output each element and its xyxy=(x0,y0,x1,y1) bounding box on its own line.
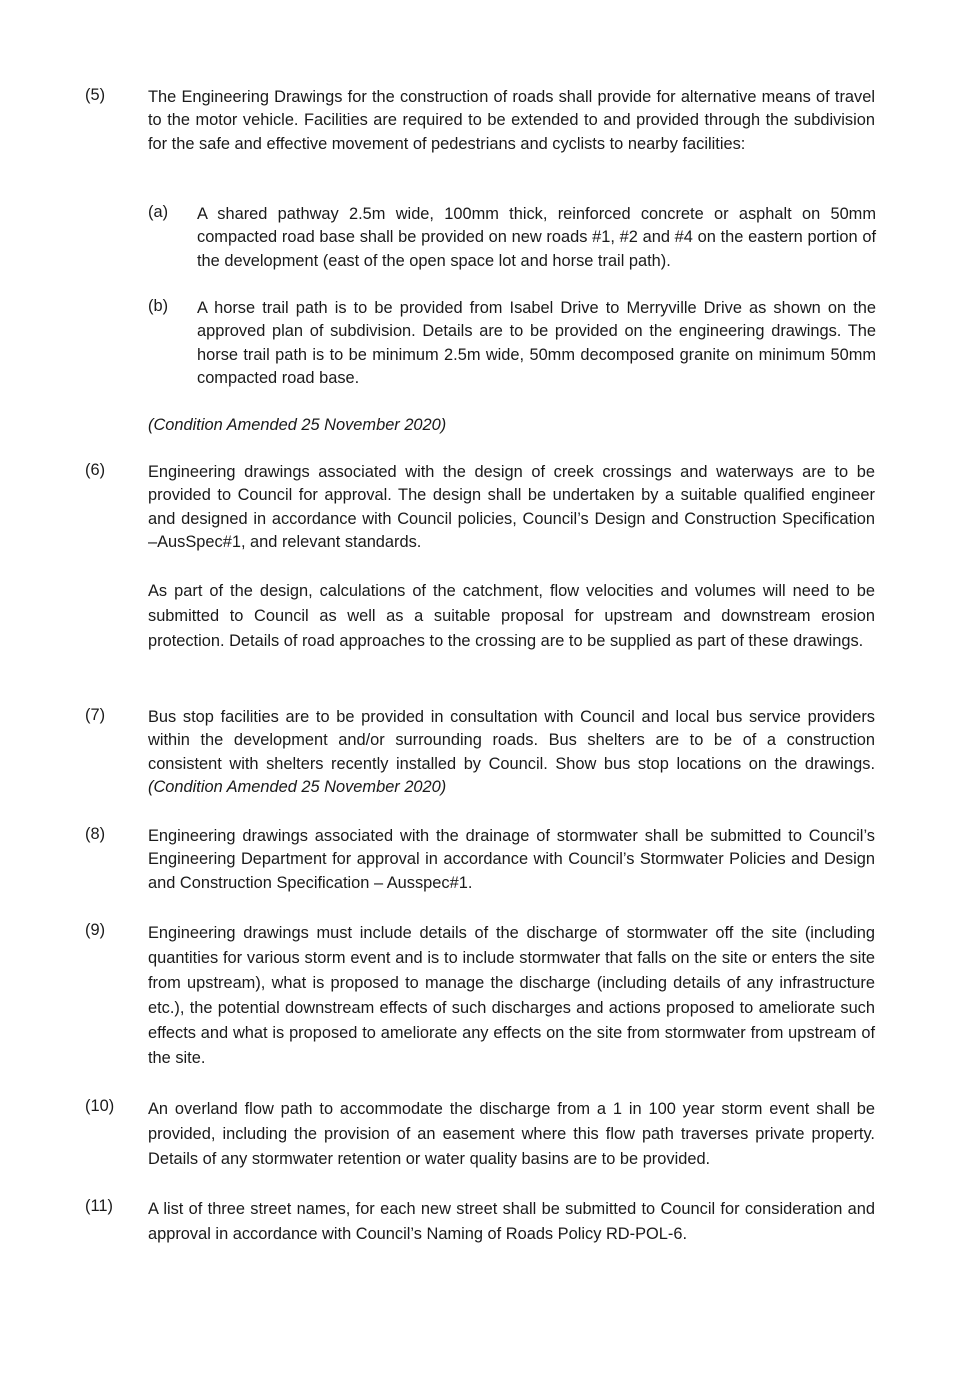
condition-number: (5) xyxy=(85,86,106,104)
amendment-note: (Condition Amended 25 November 2020) xyxy=(148,416,447,434)
condition-10 xyxy=(85,1097,877,1172)
condition-number: (11) xyxy=(85,1197,113,1215)
condition-text: An overland flow path to accommodate the discharge from a 1 in 100 year storm event shall be provided, including the provision of an easement where this flow path traverses private property. Details of any stormwater retention or water quality basins are to be provided. xyxy=(148,1100,875,1168)
subcondition-number: (a) xyxy=(148,203,169,221)
condition-6 xyxy=(85,461,877,555)
amendment-note: (Condition Amended 25 November 2020) xyxy=(148,778,447,797)
condition-number: (7) xyxy=(85,706,106,724)
condition-text: As part of the design, calculations of the catchment, flow velocities and volumes will need to be submitted to Council as well as a suitable proposal for upstream and downstream erosion protection. Details of road approaches to the crossing are to be supplied as part of these drawings. xyxy=(148,582,875,650)
condition-text: A list of three street names, for each new street shall be submitted to Council for consideration and approval in accordance with Council’s Naming of Roads Policy RD-POL-6. xyxy=(148,1200,875,1243)
condition-number: (8) xyxy=(85,825,106,843)
condition-5-note xyxy=(85,414,877,437)
condition-text: Engineering drawings associated with the design of creek crossings and waterways are to be provided to Council for approval. The design shall be undertaken by a suitable qualified engineer and designed in accordance with Council policies, Council’s Design and Construction Specification –AusSpec#1, and relevant standards. xyxy=(148,463,875,552)
condition-text-main: Bus stop facilities are to be provided in consultation with Council and local bus service providers within the development and/or surrounding roads. Bus shelters are to be of a construction consistent with shelters recently installed by Council. Show bus stop locations on the drawings. xyxy=(148,708,875,773)
condition-number: (10) xyxy=(85,1097,115,1115)
condition-9 xyxy=(85,921,877,1071)
subcondition-5a xyxy=(148,203,877,273)
subcondition-text: A horse trail path is to be provided from Isabel Drive to Merryville Drive as shown on the approved plan of subdivision. Details are to be provided on the engineering drawings. The horse trail path is to be minimum 2.5m wide, 50mm decomposed granite on minimum 50mm compacted road base. xyxy=(197,299,876,388)
condition-7 xyxy=(85,706,877,800)
condition-number: (6) xyxy=(85,461,106,479)
condition-text: Engineering drawings must include details of the discharge of stormwater off the site (including quantities for various storm event and is to include stormwater that falls on the site or enters the site from upstream), what is proposed to manage the discharge (including details of any infrastructure etc.), the potential downstream effects of such discharges and actions proposed to ameliorate such effects and what is proposed to ameliorate any effects on the site from stormwater from upstream of the site. xyxy=(148,924,875,1067)
subcondition-number: (b) xyxy=(148,297,169,315)
condition-8 xyxy=(85,825,877,895)
condition-text: Engineering drawings associated with the drainage of stormwater shall be submitted to Council’s Engineering Department for approval in accordance with Council’s Stormwater Policies and Design and Construction Specification – Ausspec#1. xyxy=(148,827,875,892)
condition-5 xyxy=(85,86,877,156)
condition-11 xyxy=(85,1197,877,1247)
condition-text xyxy=(148,706,875,800)
condition-number: (9) xyxy=(85,921,106,939)
condition-text: The Engineering Drawings for the construction of roads shall provide for alternative means of travel to the motor vehicle. Facilities are required to be extended to and provided through the subdivision for the safe and effective movement of pedestrians and cyclists to nearby facilities: xyxy=(148,88,875,153)
condition-6-part-2 xyxy=(85,579,877,654)
subcondition-text: A shared pathway 2.5m wide, 100mm thick, reinforced concrete or asphalt on 50mm compacted road base shall be provided on new roads #1, #2 and #4 on the eastern portion of the development (east of the open space lot and horse trail path). xyxy=(197,205,876,270)
subcondition-5b xyxy=(148,297,877,391)
